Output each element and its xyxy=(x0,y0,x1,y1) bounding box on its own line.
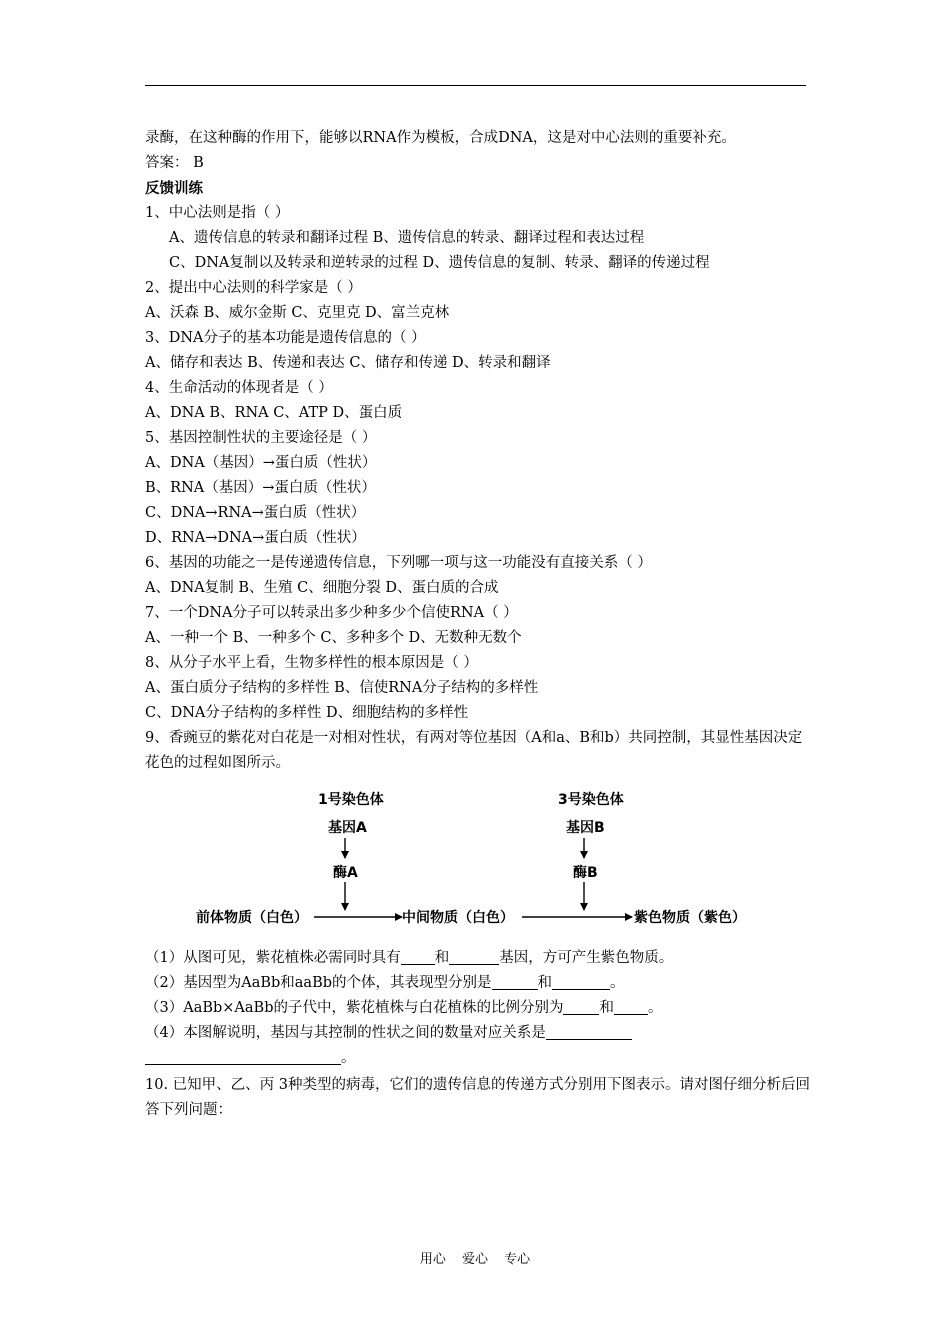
question-options: C、DNA分子结构的多样性 D、细胞结构的多样性 xyxy=(145,705,469,721)
question-options: A、蛋白质分子结构的多样性 B、信使RNA分子结构的多样性 xyxy=(145,680,539,696)
gene-a-label: 基因A xyxy=(328,820,367,836)
subquestion-text: 和 xyxy=(434,950,450,966)
subquestion-text: 基因，方可产生紫色物质。 xyxy=(499,950,674,966)
answer-blank[interactable] xyxy=(449,949,499,965)
question-options: C、DNA→RNA→蛋白质（性状） xyxy=(145,505,366,521)
question-2 xyxy=(145,276,810,326)
question-options: A、储存和表达 B、传递和表达 C、储存和传递 D、转录和翻译 xyxy=(145,355,551,371)
page-footer: 用心 爱心 专心 xyxy=(419,1252,531,1267)
purple-substance-label: 紫色物质（紫色） xyxy=(634,910,746,926)
subquestion-text: 。 xyxy=(647,1000,663,1016)
question-8 xyxy=(145,651,810,726)
enzyme-a-label: 酶A xyxy=(333,865,358,881)
header-rule xyxy=(145,85,806,86)
question-options: A、DNA B、RNA C、ATP D、蛋白质 xyxy=(145,405,403,421)
question-options: B、RNA（基因）→蛋白质（性状） xyxy=(145,480,376,496)
question-stem: 5、基因控制性状的主要途径是（ ） xyxy=(145,430,377,446)
question-4 xyxy=(145,376,810,426)
question-stem: 7、一个DNA分子可以转录出多少种多少个信使RNA（ ） xyxy=(145,605,518,621)
subquestion-text: （4）本图解说明，基因与其控制的性状之间的数量对应关系是 xyxy=(145,1025,546,1041)
question-stem: 1、中心法则是指（ ） xyxy=(145,205,290,221)
enzyme-b-label: 酶B xyxy=(573,865,598,881)
question-options: C、DNA复制以及转录和逆转录的过程 D、遗传信息的复制、转录、翻译的传递过程 xyxy=(169,255,710,271)
chromosome-1-label: 1号染色体 xyxy=(318,792,384,808)
flower-color-pathway-diagram xyxy=(190,782,760,932)
document-body xyxy=(145,126,810,776)
question-stem: 4、生命活动的体现者是（ ） xyxy=(145,380,333,396)
question-options: A、沃森 B、威尔金斯 C、克里克 D、富兰克林 xyxy=(145,305,450,321)
question-10-stem: 10. 已知甲、乙、丙 3种类型的病毒，它们的遗传信息的传递方式分别用下图表示。请对图仔细分析后回答下列问题： xyxy=(145,1077,810,1118)
question-7 xyxy=(145,601,810,651)
question-options: D、RNA→DNA→蛋白质（性状） xyxy=(145,530,366,546)
chromosome-3-label: 3号染色体 xyxy=(558,792,624,808)
answer-blank[interactable] xyxy=(563,999,599,1015)
subquestion-text: 和 xyxy=(599,1000,614,1016)
intermediate-substance-label: 中间物质（白色） xyxy=(402,910,514,926)
question-stem: 8、从分子水平上看，生物多样性的根本原因是（ ） xyxy=(145,655,478,671)
subquestion-text: （3）AaBb×AaBb的子代中，紫花植株与白花植株的比例分别为 xyxy=(145,1000,564,1016)
answer-line: 答案： B xyxy=(145,155,204,171)
answer-blank[interactable] xyxy=(401,949,435,965)
question-options: A、一种一个 B、一种多个 C、多种多个 D、无数种无数个 xyxy=(145,630,522,646)
subquestion-4-continued xyxy=(145,1046,810,1071)
intro-line: 录酶，在这种酶的作用下，能够以RNA作为模板，合成DNA，这是对中心法则的重要补充。 xyxy=(145,130,736,146)
subquestion-text: 和 xyxy=(537,975,553,991)
subquestion-text: （1）从图可见，紫花植株必需同时具有 xyxy=(145,950,401,966)
question-6 xyxy=(145,551,810,601)
answer-blank[interactable] xyxy=(552,974,610,990)
question-9-subparts xyxy=(145,946,810,1123)
section-title: 反馈训练 xyxy=(145,180,203,197)
answer-blank[interactable] xyxy=(546,1024,632,1040)
question-5 xyxy=(145,426,810,551)
subquestion-text: （2）基因型为AaBb和aaBb的个体，其表现型分别是 xyxy=(145,975,492,991)
precursor-substance-label: 前体物质（白色） xyxy=(196,910,308,926)
subquestion-text: 。 xyxy=(341,1050,356,1066)
question-stem: 2、提出中心法则的科学家是（ ） xyxy=(145,280,362,296)
subquestion-3 xyxy=(145,996,810,1021)
question-1 xyxy=(145,201,810,276)
subquestion-2 xyxy=(145,971,810,996)
question-stem: 6、基因的功能之一是传递遗传信息，下列哪一项与这一功能没有直接关系（ ） xyxy=(145,555,652,571)
subquestion-4 xyxy=(145,1021,810,1046)
question-stem: 3、DNA分子的基本功能是遗传信息的（ ） xyxy=(145,330,426,346)
question-options: A、DNA（基因）→蛋白质（性状） xyxy=(145,455,377,471)
answer-blank[interactable] xyxy=(492,974,538,990)
subquestion-text: 。 xyxy=(610,975,625,991)
question-3 xyxy=(145,326,810,376)
subquestion-1 xyxy=(145,946,810,971)
gene-b-label: 基因B xyxy=(566,820,605,836)
question-9-stem: 9、香豌豆的紫花对白花是一对相对性状，有两对等位基因（A和a、B和b）共同控制，其显性基因决定花色的过程如图所示。 xyxy=(145,730,803,771)
question-options: A、DNA复制 B、生殖 C、细胞分裂 D、蛋白质的合成 xyxy=(145,580,499,596)
answer-blank[interactable] xyxy=(614,999,648,1015)
answer-blank[interactable] xyxy=(145,1049,341,1065)
question-options: A、遗传信息的转录和翻译过程 B、遗传信息的转录、翻译过程和表达过程 xyxy=(169,230,645,246)
